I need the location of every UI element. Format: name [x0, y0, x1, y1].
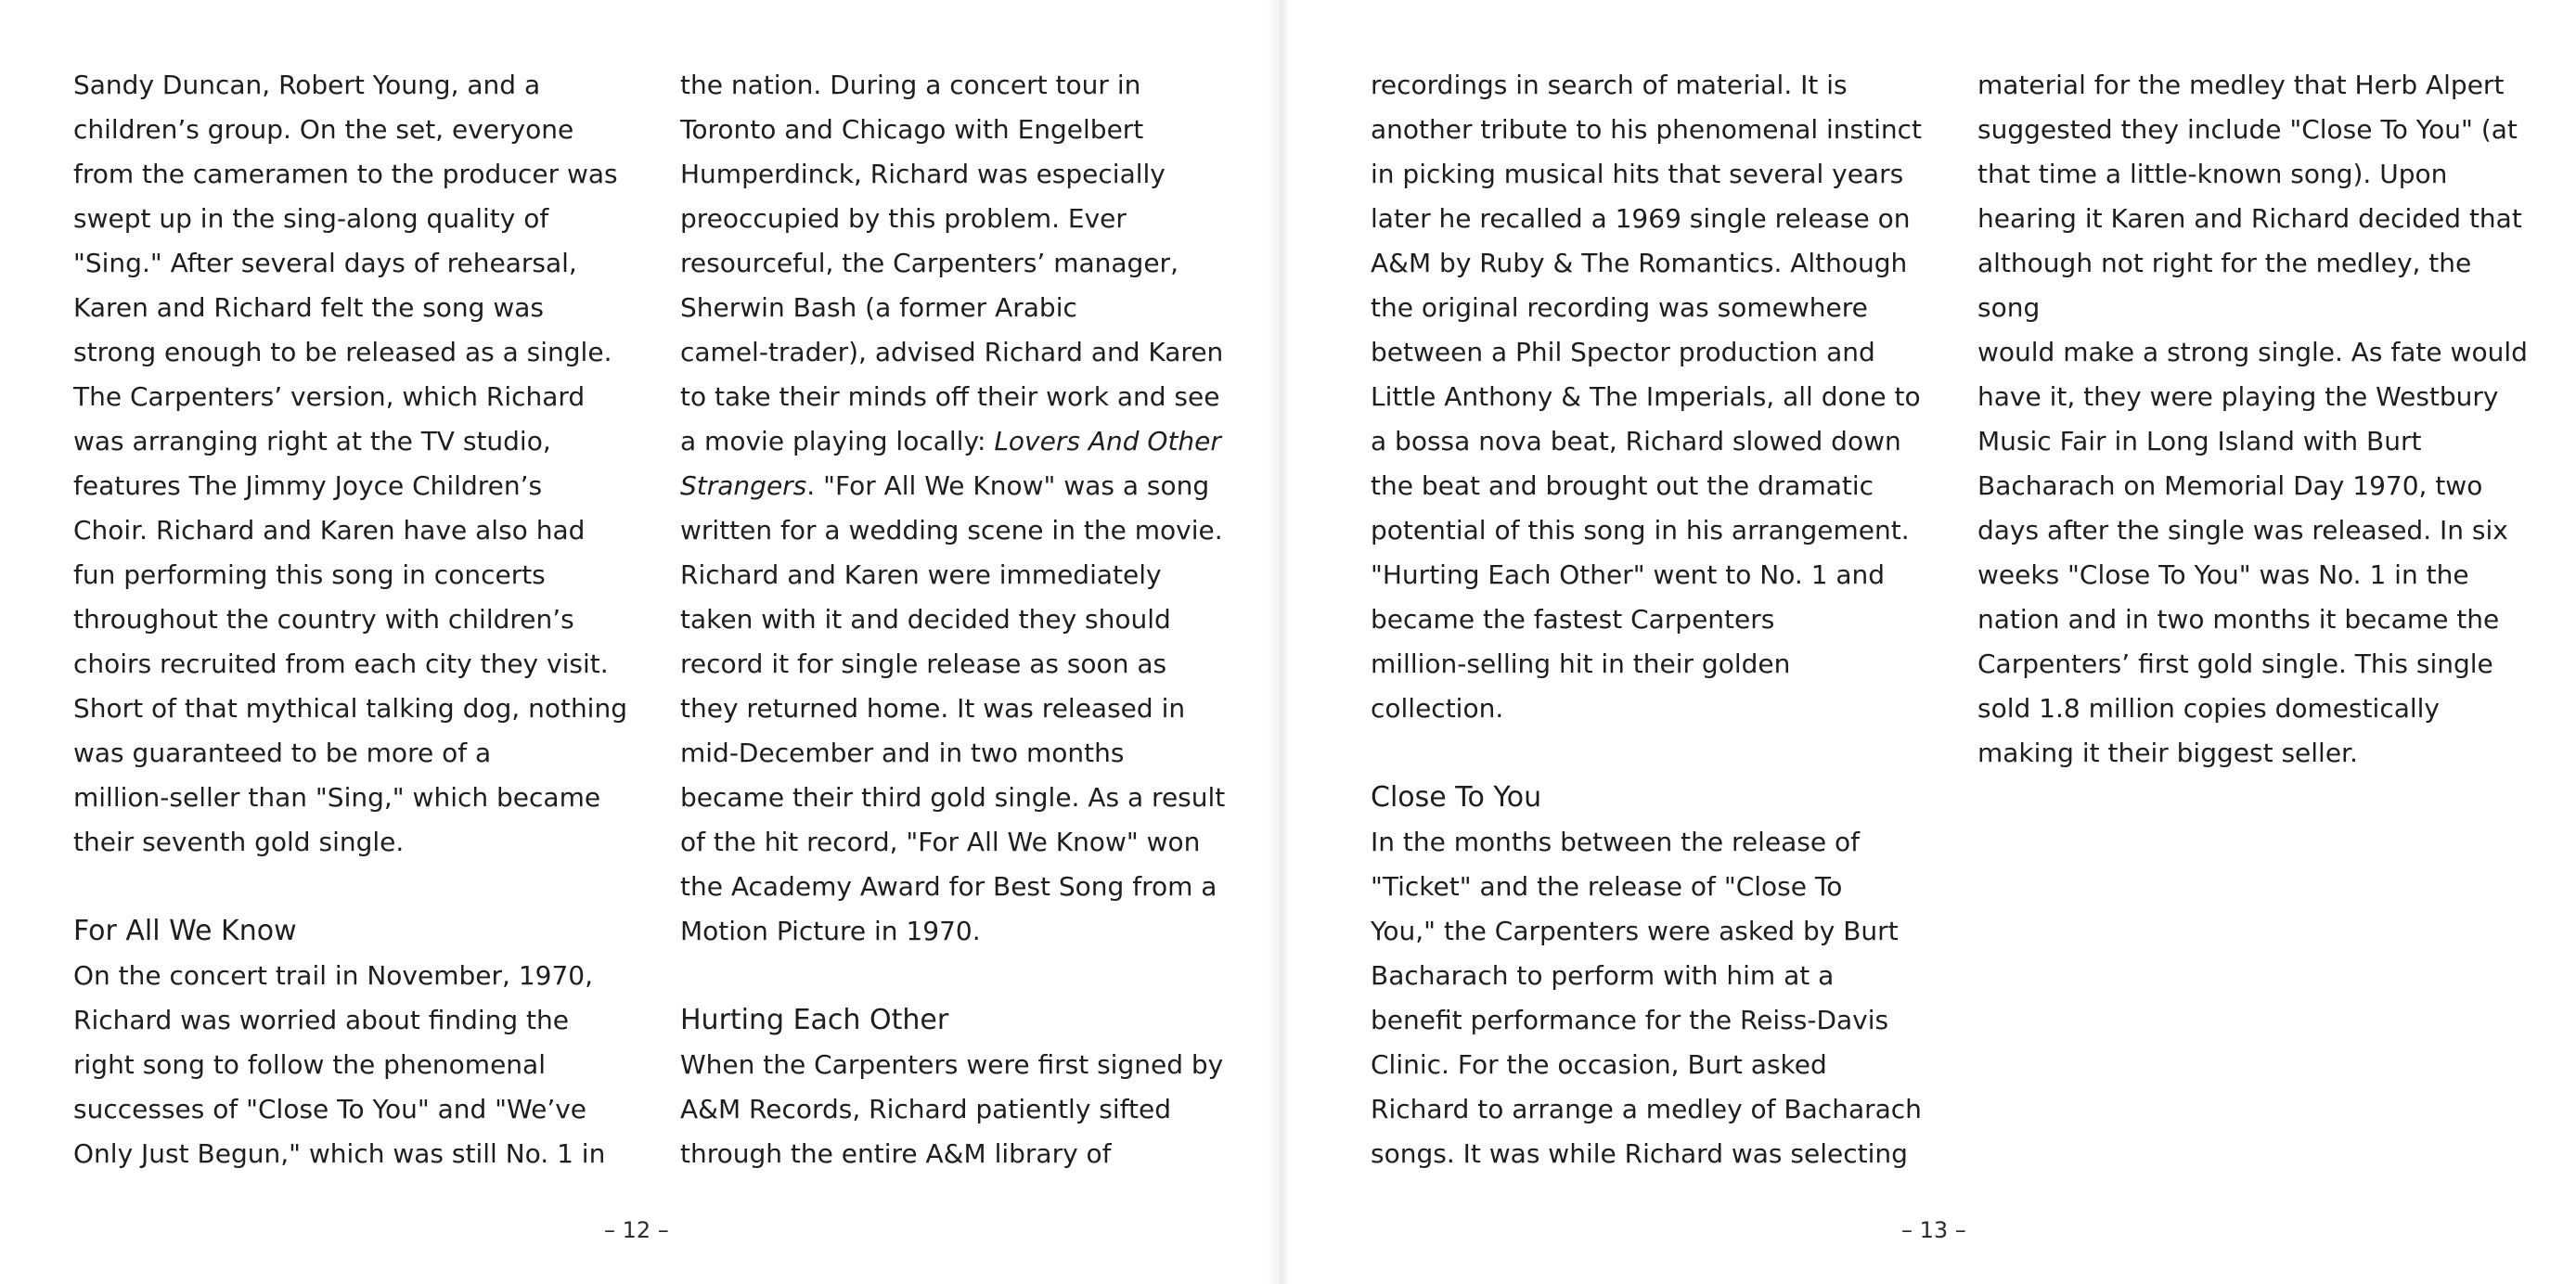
for-all-we-know-paragraph-cont: the nation. During a concert tour in Toronto and Chicago with Engelbert Humperdinck, Richard was especially preoccupied by this problem. Ever resourceful, the Carpenters’ manager, Sherwin Bash (a former Arabic camel-trader), advised Richard and Karen to take their minds off their work and see a movie playing locally: Lovers And Other Strangers. "For All We Know" was a song written for a wedding scene in the movie. Richard and Karen were immediately taken with it and decided they should record it for single release as soon as they returned home. It was released in mid-December and in two months became their third gold single. As a result of the hit record, "For All We Know" won the Academy Award for Best Song from a Motion Picture in 1970.	[680, 70, 1226, 946]
heading-for-all-we-know: For All We Know	[73, 915, 297, 947]
column-3	[1371, 63, 1927, 1176]
heading-hurting-each-other: Hurting Each Other	[680, 1004, 949, 1036]
heading-close-to-you: Close To You	[1371, 781, 1542, 814]
page-number-13: – 13 –	[1901, 1217, 1966, 1243]
for-all-we-know-paragraph-start: On the concert trail in November, 1970, Richard was worried about finding the right song to follow the phenomenal successes of "Close To You" and "We’ve Only Just Begun," which was still No. 1 in	[73, 960, 606, 1169]
hurting-each-other-paragraph-cont: recordings in search of material. It is another tribute to his phenomenal instinct in picking musical hits that several years later he recalled a 1969 single release on A&M by Ruby & The Romantics. Although the original recording was somewhere between a Phil Spector production and Little Anthony & The Imperials, all done to a bossa nova beat, Richard slowed down the beat and brought out the dramatic potential of this song in his arrangement. "Hurting Each Other" went to No. 1 and became the fastest Carpenters million-selling hit in their golden collection.	[1371, 70, 1923, 724]
column-2	[680, 63, 1237, 1176]
left-page	[0, 0, 1281, 1284]
page-number-12: – 12 –	[604, 1217, 669, 1243]
sing-paragraph: Sandy Duncan, Robert Young, and a children’s group. On the set, everyone from the cameramen to the producer was swept up in the sing-along quality of "Sing." After several days of rehearsal, Karen and Richard felt the song was strong enough to be released as a single. The Carpenters’ version, which Richard was arranging right at the TV studio, features The Jimmy Joyce Children’s Choir. Richard and Karen have also had fun performing this song in concerts throughout the country with children’s choirs recruited from each city they visit. Short of that mythical talking dog, nothing was guaranteed to be more of a million-seller than "Sing," which became their seventh gold single.	[73, 70, 627, 857]
close-to-you-paragraph-cont: material for the medley that Herb Alpert suggested they include "Close To You" (at that time a little-known song). Upon hearing it Karen and Richard decided that although not right for the medley, the song would make a strong single. As fate would have it, they were playing the Westbury Music Fair in Long Island with Burt Bacharach on Memorial Day 1970, two days after the single was released. In six weeks "Close To You" was No. 1 in the nation and in two months it became the Carpenters’ first gold single. This single sold 1.8 million copies domestically making it their biggest seller.	[1977, 70, 2528, 768]
column-4	[1977, 63, 2534, 776]
hurting-each-other-paragraph-start: When the Carpenters were first signed by A&M Records, Richard patiently sifted through the entire A&M library of	[680, 1049, 1224, 1169]
movie-title: Lovers And Other Strangers	[680, 426, 1221, 501]
column-1	[73, 63, 630, 1176]
close-to-you-paragraph-start: In the months between the release of "Ticket" and the release of "Close To You," the Carpenters were asked by Burt Bacharach to perform with him at a benefit performance for the Reiss-Davis Clinic. For the occasion, Burt asked Richard to arrange a medley of Bacharach songs. It was while Richard was selecting	[1371, 827, 1922, 1169]
